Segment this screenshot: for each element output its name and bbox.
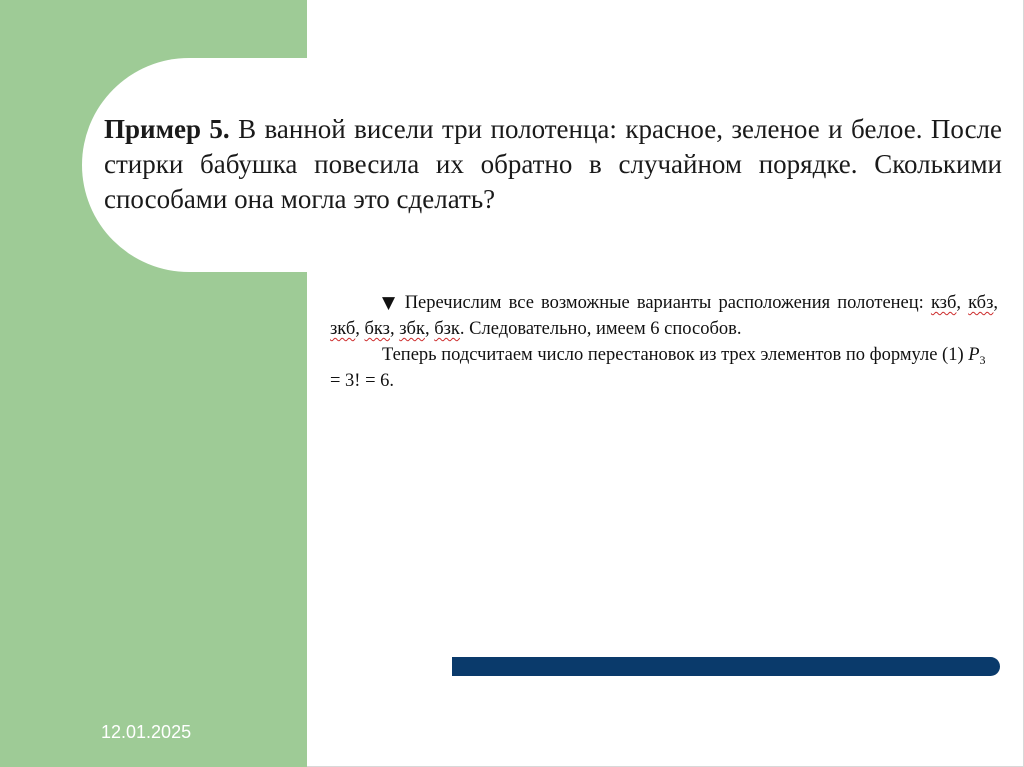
variant: збк	[399, 319, 425, 339]
triangle-down-icon: ▼	[382, 293, 398, 313]
example-label: Пример 5.	[104, 114, 230, 144]
accent-bar	[452, 657, 1000, 676]
variant: бзк	[434, 319, 460, 339]
variants-conclusion: . Следовательно, имеем 6 способов.	[459, 319, 742, 339]
variant: зкб	[330, 319, 356, 339]
formula-subscript: 3	[979, 353, 986, 367]
solution-line-2: Теперь подсчитаем число перестановок из трех элементов по формуле (1)	[382, 345, 964, 365]
solution-block	[330, 290, 998, 394]
solution-paragraph-2	[330, 342, 998, 394]
problem-statement: В ванной висели три полотенца: красное, зеленое и белое. После стирки бабушка повесила их обратно в случайном порядке. Сколькими способами она могла это сделать?	[104, 114, 1003, 214]
solution-paragraph-1	[330, 290, 998, 342]
formula-value: = 3! = 6	[330, 371, 390, 391]
solution-line-1: Перечислим все возможные варианты расположения полотенец:	[404, 293, 924, 313]
variants-list: кзб, кбз, зкб, бкз, збк, бзк	[330, 293, 999, 339]
variant: кбз	[968, 293, 994, 313]
permutation-formula	[968, 345, 985, 365]
slide-heading	[104, 112, 1002, 217]
variant: кзб	[930, 293, 957, 313]
variant: бкз	[364, 319, 390, 339]
formula-symbol: P	[968, 345, 980, 365]
formula-period: .	[389, 371, 395, 391]
slide-date: 12.01.2025	[101, 722, 192, 742]
